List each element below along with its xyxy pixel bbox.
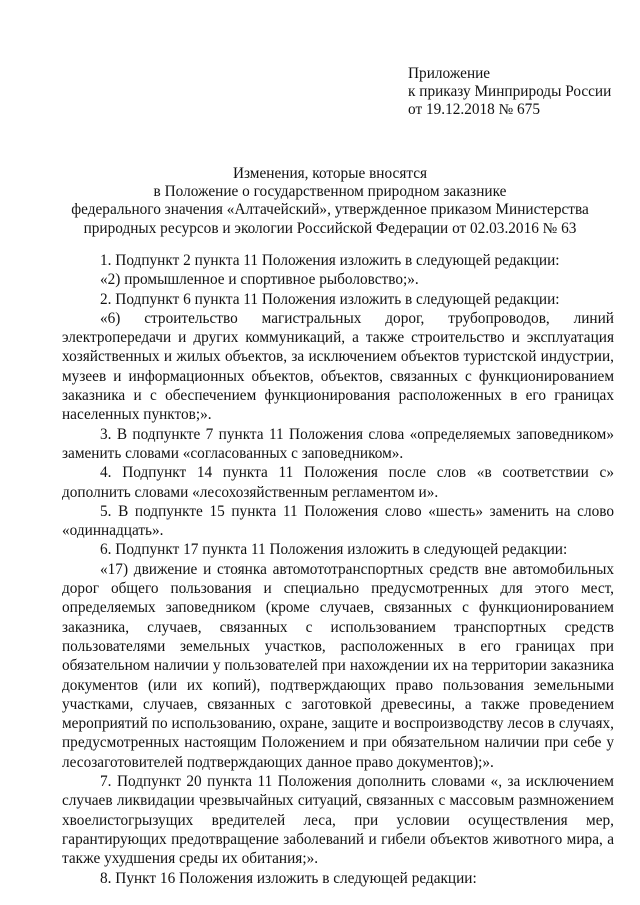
paragraph-5: 5. В подпункте 15 пункта 11 Положения слово «шесть» заменить на слово «одиннадцать». (62, 502, 614, 540)
paragraph-3: 3. В подпункте 7 пункта 11 Положения слова «определяемых заповедником» заменить словами «согласованных с заповедником». (62, 425, 614, 462)
paragraph-2: 2. Подпункт 6 пункта 11 Положения изложить в следующей редакции: (100, 290, 560, 308)
paragraph-8: 8. Пункт 16 Положения изложить в следующей редакции: (100, 869, 477, 887)
document-title (40, 165, 620, 238)
title-line-3: федерального значения «Алтачейский», утвержденное приказом Министерства (71, 201, 589, 219)
title-line-4: природных ресурсов и экологии Российской Федерации от 02.03.2016 № 63 (83, 219, 577, 237)
appendix-header (408, 65, 628, 119)
document-body (62, 251, 614, 888)
paragraph-1: 1. Подпункт 2 пункта 11 Положения изложить в следующей редакции: (100, 252, 560, 269)
paragraph-7: 7. Подпункт 20 пункта 11 Положения дополнить словами «, за исключением случаев ликвидации чрезвычайных ситуаций, связанных с массовым размножением хвоелистогрызущих вредителей леса, при условии осуществления мер, гарантирующих предотвращение заболеваний и гибели объектов животного мира, а также ухудшения среды их обитания;». (62, 773, 614, 868)
appendix-order-reference: к приказу Минприроды России (408, 83, 612, 100)
title-line-1: Изменения, которые вносятся (232, 165, 428, 182)
paragraph-6-quote: «17) движение и стоянка автомототранспортных средств вне автомобильных дорог общего пользования и специально предусмотренных для этого мест, определяемых заповедником (кроме случаев, связанных с функционированием заказника, случаев, связанных с использованием транспортных средств пользователями земельных участков, расположенных в его границах при обязательном наличии у пользователей при нахождении их на территории заказника документов (или их копий), подтверждающих право пользования земельными участками, случаев, связанных с заготовкой древесины, а также проведением мероприятий по использованию, охране, защите и воспроизводству лесов в случаях, предусмотренных настоящим Положением и при обязательном наличии при себе у лесозаготовителей подтверждающих данное право документов);». (62, 560, 614, 771)
paragraph-6: 6. Подпункт 17 пункта 11 Положения изложить в следующей редакции: (100, 541, 568, 559)
appendix-label: Приложение (408, 65, 491, 82)
paragraph-2-quote: «6) строительство магистральных дорог, трубопроводов, линий электропередачи и других коммуникаций, а также строительство и эксплуатация хозяйственных и жилых объектов, за исключением объектов туристской индустрии, музеев и информационных объектов, объектов, связанных с функционированием заказника и с обеспечением функционирования расположенных в его границах населенных пунктов;». (62, 309, 614, 424)
paragraph-1-quote: «2) промышленное и спортивное рыболовство;». (100, 271, 419, 289)
paragraph-4: 4. Подпункт 14 пункта 11 Положения после слов «в соответствии с» дополнить словами «лесохозяйственным регламентом и». (62, 464, 614, 501)
appendix-order-date: от 19.12.2018 № 675 (408, 101, 540, 118)
title-line-2: в Положение о государственном природном заказнике (153, 183, 507, 201)
